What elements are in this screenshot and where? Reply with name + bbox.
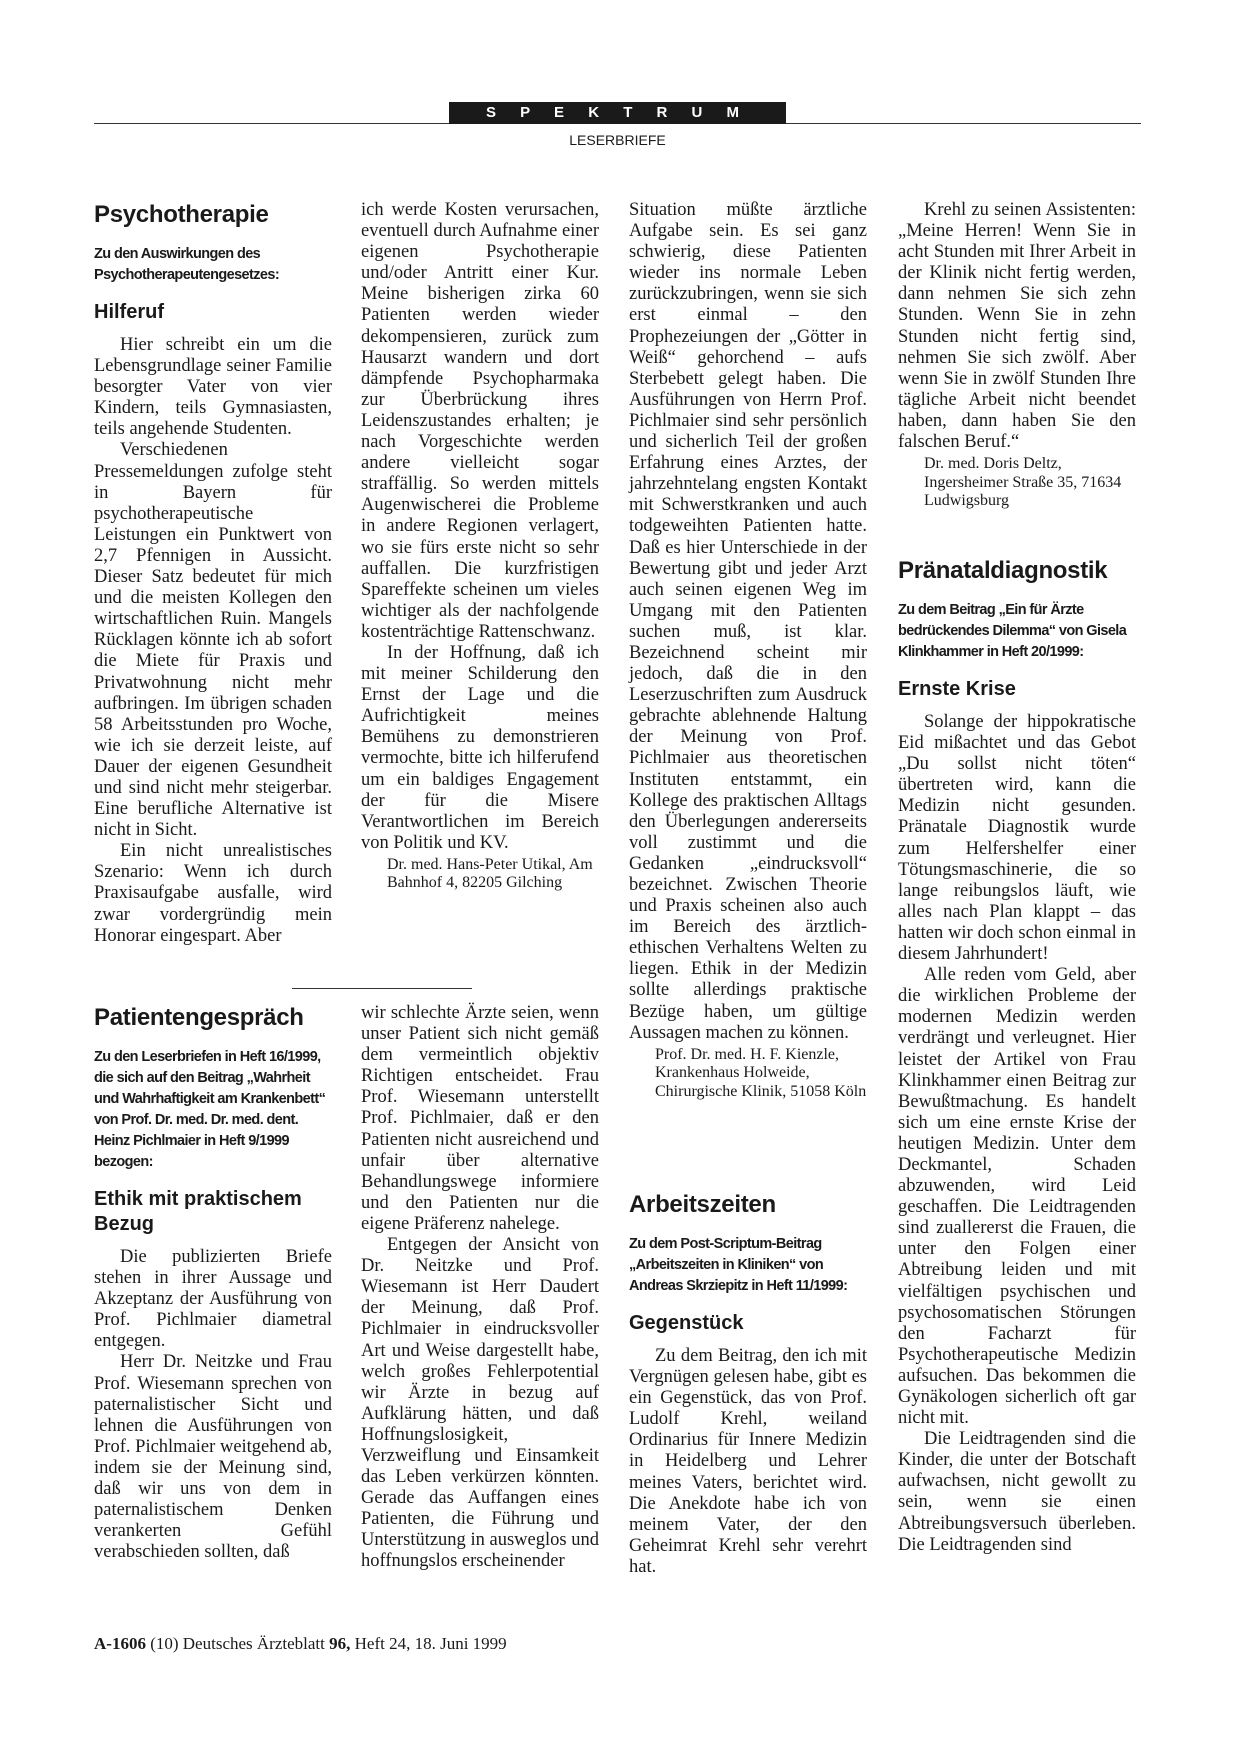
paragraph: Situation müßte ärztliche Aufgabe sein. Es sei ganz schwierig, diese Patienten wieder ins normale Leben zurückzubringen, wenn sie sich erst einmal – den Prophezeiungen der „Götter in Weiß“ gehorchend – aufs Sterbebett gelegt haben. Die Ausführungen von Herrn Prof. Pichlmaier sind sehr persönlich und sicherlich Teil der großen Erfahrung eines Arztes, der jahrzehntelang engsten Kontakt mit Schwerstkranken und auch todgeweihten Patienten hatte. Daß es hier Unterschiede in der Bewertung gibt und jeder Arzt auch seinen eigenen Weg im Umgang mit den Patienten suchen muß, ist klar. Bezeichnend scheint mir jedoch, daß die in den Leserzuschriften zum Ausdruck gebrachte ablehnende Haltung der Meinung von Prof. Pichlmaier aus theoretischen Instituten entstammt, ein Kollege des praktischen Alltags den Überlegungen andererseits voll zustimmt und die Gedanken „eindrucksvoll“ bezeichnet. Zwischen Theorie und Praxis scheinen also auch im Bereich des ärztlich-ethischen Verhaltens Welten zu liegen. Ethik in der Medizin sollte allerdings praktische Bezüge haben, um gültige Aussagen machen zu können. bbox=[629, 200, 867, 1043]
article-intro: Zu den Auswirkungen des Psychotherapeutengesetzes: bbox=[94, 246, 280, 283]
paragraph: In der Hoffnung, daß ich mit meiner Schilderung den Ernst der Lage und die Aufrichtigkeit meines Bemühens zu demonstrieren vermochte, bitte ich hilferufend um ein baldiges Engagement der für die Misere Verantwortlichen im Bereich von Politik und KV. bbox=[361, 642, 599, 853]
article-title-patientengespraech: Patientengespräch bbox=[94, 1004, 304, 1031]
paragraph: Ein nicht unrealistisches Szenario: Wenn ich durch Praxisaufgabe ausfalle, wird zwar vordergründig mein Honorar eingespart. Aber bbox=[94, 841, 332, 946]
issue-date: Heft 24, 18. Juni 1999 bbox=[354, 1634, 507, 1653]
article-subtitle: Gegenstück bbox=[629, 1312, 744, 1334]
article-intro: Zu dem Beitrag „Ein für Ärzte bedrückendes Dilemma“ von Gisela Klinkhammer in Heft 20/1999: bbox=[898, 602, 1127, 660]
page-footer bbox=[94, 1633, 794, 1655]
column-3 bbox=[629, 200, 867, 1101]
signature: Prof. Dr. med. H. F. Kienzle, Krankenhaus Holweide, Chirurgische Klinik, 51058 Köln bbox=[655, 1045, 867, 1100]
paragraph: ich werde Kosten verursachen, eventuell durch Aufnahme einer eigenen Psychotherapie und/oder Antritt einer Kur. Meine bisherigen zirka 60 Patienten werden wieder dekompensieren, zurück zum Hausarzt wandern und dort dämpfende Psychopharmaka zur Überbrückung ihres Leidenszustandes erhalten; je nach Vorgeschichte werden andere vielleicht sogar straffällig. So werden mittels Augenwischerei die Probleme in andere Regionen verlagert, wo sie fürs erste nicht so sehr auffallen. Die kurzfristigen Spareffekte scheinen um vieles wichtiger als der nachfolgende kostenträchtige Rattenschwanz. bbox=[361, 200, 599, 642]
section-label: LESERBRIEFE bbox=[569, 132, 666, 148]
article-title-arbeitszeiten: Arbeitszeiten bbox=[629, 1191, 776, 1218]
issue-page-number: (10) bbox=[150, 1634, 179, 1653]
paragraph: Entgegen der Ansicht von Dr. Neitzke und Prof. Wiesemann ist Herr Daudert der Meinung, daß Prof. Pichlmaier in eindrucksvoller Art und Weise dargestellt habe, welch großes Fehlerpotential wir Ärzte in bezug auf Aufklärung hätten, und daß Hoffnungslosigkeit, Verzweiflung und Einsamkeit das Leben verkürzen könnten. Gerade das Auffangen eines Patienten, die Führung und Unterstützung in ausweglos und hoffnungslos erscheinender bbox=[361, 1235, 599, 1572]
article-divider bbox=[292, 988, 472, 989]
article-intro: Zu den Leserbriefen in Heft 16/1999, die sich auf den Beitrag „Wahrheit und Wahrhaftigkeit am Krankenbett“ von Prof. Dr. med. Dr. med. dent. Heinz Pichlmaier in Heft 9/1999 bezogen: bbox=[94, 1049, 326, 1170]
column-3-lower bbox=[629, 1190, 867, 1578]
column-2-lower bbox=[361, 1003, 599, 1573]
journal-name: Deutsches Ärzteblatt bbox=[182, 1634, 325, 1653]
paragraph: wir schlechte Ärzte seien, wenn unser Patient sich nicht gemäß dem vermeintlich objektiv Richtigen entscheidet. Frau Prof. Wiesemann unterstellt Prof. Pichlmaier, daß er den Patienten nicht ausreichend und unfair über alternative Behandlungswege informiere und den Patienten nur die eigene Präferenz nahelege. bbox=[361, 1003, 599, 1234]
column-2 bbox=[361, 200, 599, 893]
column-4 bbox=[898, 200, 1136, 511]
article-title-praenataldiagnostik: Pränataldiagnostik bbox=[898, 557, 1108, 584]
page-number: A-1606 bbox=[94, 1634, 146, 1653]
signature: Dr. med. Hans-Peter Utikal, Am Bahnhof 4, 82205 Gilching bbox=[387, 855, 593, 892]
signature: Dr. med. Doris Deltz, Ingersheimer Straße 35, 71634 Ludwigsburg bbox=[924, 455, 1122, 510]
paragraph: Die publizierten Briefe stehen in ihrer Aussage und Akzeptanz der Ausführung von Prof. Pichlmaier diametral entgegen. bbox=[94, 1247, 332, 1352]
column-1-lower bbox=[94, 1003, 332, 1563]
section-banner: S P E K T R U M bbox=[449, 102, 786, 124]
article-title-psychotherapie: Psychotherapie bbox=[94, 201, 269, 228]
paragraph: Alle reden vom Geld, aber die wirklichen Probleme der modernen Medizin werden verdrängt und verleugnet. Hier leistet der Artikel von Frau Klinkhammer einen Beitrag zur Bewußtmachung. Es handelt sich um eine ernste Krise der heutigen Medizin. Unter dem Deckmantel, Schaden abzuwenden, wird Leid geschaffen. Die Leidtragenden sind zuallererst die Frauen, die unter den Folgen einer Abtreibung leiden und mit vielfältigen psychischen und psychosomatischen Störungen den Facharzt für Psychotherapeutische Medizin aufsuchen. Das bekommen die Gynäkologen sicherlich oft gar nicht mit. bbox=[898, 965, 1136, 1429]
paragraph: Verschiedenen Pressemeldungen zufolge steht in Bayern für psychotherapeutische Leistungen ein Punktwert von 2,7 Pfennigen in Aussicht. Dieser Satz bedeutet für mich und die meisten Kollegen den wirtschaftlichen Ruin. Mangels Rücklagen könnte ich ab sofort die Miete für Praxis und Privatwohnung nicht mehr aufbringen. Im übrigen schaden 58 Arbeitsstunden pro Woche, wie ich sie derzeit leiste, auf Dauer der eigenen Gesundheit und sind nicht mehr steigerbar. Eine berufliche Alternative ist nicht in Sicht. bbox=[94, 440, 332, 841]
paragraph: Krehl zu seinen Assistenten: „Meine Herren! Wenn Sie in acht Stunden mit Ihrer Arbeit in der Klinik nicht fertig werden, dann nehmen Sie sich zehn Stunden. Wenn Sie in zehn Stunden nicht fertig sind, nehmen Sie sich zwölf. Aber wenn Sie in zwölf Stunden Ihre tägliche Arbeit nicht beendet haben, dann haben Sie den falschen Beruf.“ bbox=[898, 200, 1136, 453]
article-subtitle: Ethik mit praktischem Bezug bbox=[94, 1188, 302, 1235]
paragraph: Herr Dr. Neitzke und Frau Prof. Wiesemann sprechen von paternalistischer Sicht und lehnen die Ausführungen von Prof. Pichlmaier weitgehend ab, indem sie der Meinung sind, daß wir uns von dem in paternalistischem Denken verankerten Gefühl verabschieden sollten, daß bbox=[94, 1352, 332, 1563]
article-intro: Zu dem Post-Scriptum-Beitrag „Arbeitszeiten in Kliniken“ von Andreas Skrziepitz in Heft 11/1999: bbox=[629, 1236, 848, 1294]
paragraph: Die Leidtragenden sind die Kinder, die unter der Botschaft aufwachsen, nicht gewollt zu sein, wenn sie einen Abtreibungsversuch überleben. Die Leidtragenden sind bbox=[898, 1429, 1136, 1555]
column-4-lower bbox=[898, 556, 1136, 1556]
journal-volume: 96, bbox=[329, 1634, 351, 1653]
paragraph: Hier schreibt ein um die Lebensgrundlage seiner Familie besorgter Vater von vier Kindern, teils Gymnasiasten, teils angehende Studenten. bbox=[94, 335, 332, 440]
paragraph: Zu dem Beitrag, den ich mit Vergnügen gelesen habe, gibt es ein Gegenstück, das von Prof. Ludolf Krehl, weiland Ordinarius für Innere Medizin in Heidelberg und Lehrer meines Vaters, berichtet wird. Die Anekdote habe ich von meinem Vater, der den Geheimrat Krehl sehr verehrt hat. bbox=[629, 1346, 867, 1577]
column-1 bbox=[94, 200, 332, 947]
article-subtitle: Ernste Krise bbox=[898, 678, 1016, 700]
paragraph: Solange der hippokratische Eid mißachtet und das Gebot „Du sollst nicht töten“ übertreten wird, kann die Medizin nicht gesunden. Pränatale Diagnostik wurde zum Helfershelfer einer Tötungsmaschinerie, die so lange reibungslos läuft, wie alles nach Plan klappt – das hatten wir doch schon einmal in diesem Jahrhundert! bbox=[898, 712, 1136, 965]
article-subtitle: Hilferuf bbox=[94, 301, 164, 323]
